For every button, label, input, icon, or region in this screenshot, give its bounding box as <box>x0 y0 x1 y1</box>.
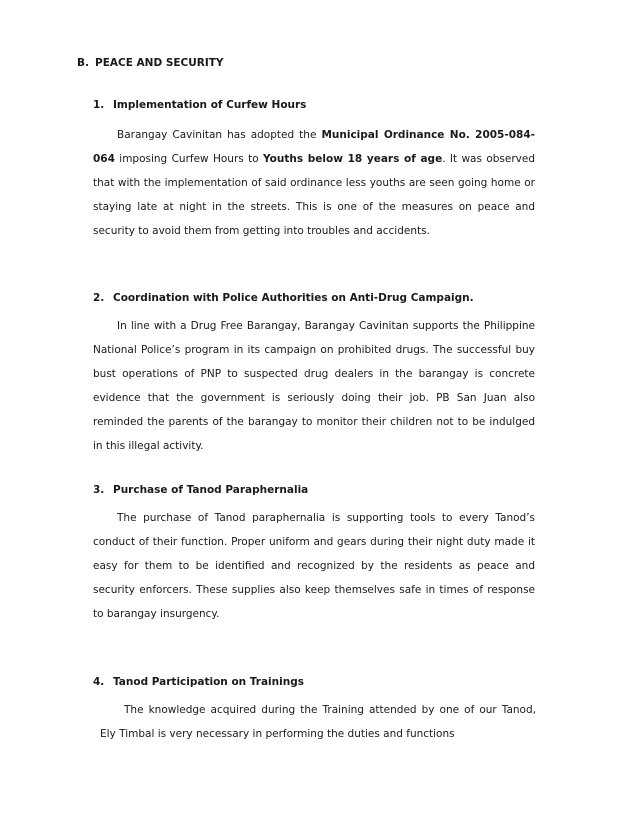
section-heading <box>77 57 224 69</box>
paragraph-paraphernalia: The purchase of Tanod paraphernalia is supporting tools to every Tanod’s conduct of their function. Proper uniform and gears during their night duty made it easy for them to be identified and recognized by the residents as peace and security enforcers. These supplies also keep themselves safe in times of response to barangay insurgency. <box>93 512 535 620</box>
item-heading-paraphernalia <box>93 484 308 496</box>
paragraph-trainings: The knowledge acquired during the Training attended by one of our Tanod, Ely Timbal is very necessary in performing the duties and functions <box>100 704 536 740</box>
item-title: Tanod Participation on Trainings <box>113 676 304 688</box>
item-number: 4. <box>93 676 105 688</box>
item-heading-trainings <box>93 676 304 688</box>
paragraph-curfew <box>93 123 535 243</box>
paragraph-anti-drug: In line with a Drug Free Barangay, Barangay Cavinitan supports the Philippine National Police’s program in its campaign on prohibited drugs. The successful buy bust operations of PNP to suspected drug dealers in the barangay is concrete evidence that the government is seriously doing their job. PB San Juan also reminded the parents of the barangay to monitor their children not to be indulged in this illegal activity. <box>93 320 535 452</box>
ordinance-reference: Municipal Ordinance No. 2005-084-064 <box>93 129 535 165</box>
item-heading-curfew <box>93 99 306 111</box>
paragraph-text: imposing Curfew Hours to <box>114 153 263 165</box>
age-reference: Youths below 18 years of age <box>263 153 443 165</box>
item-number: 3. <box>93 484 105 496</box>
item-number: 1. <box>93 99 105 111</box>
paragraph-text: Barangay Cavinitan has adopted the <box>117 129 322 141</box>
paragraph-text: . It was observed that with the implementation of said ordinance less youths are seen going home or staying late at night in the streets. This is one of the measures on peace and security to avoid them from getting into troubles and accidents. <box>93 153 535 237</box>
item-number: 2. <box>93 292 105 304</box>
item-title: Purchase of Tanod Paraphernalia <box>113 484 309 496</box>
item-heading-anti-drug <box>93 292 474 304</box>
item-title: Coordination with Police Authorities on Anti-Drug Campaign. <box>113 292 474 304</box>
section-letter: B. <box>77 57 89 69</box>
section-title: PEACE AND SECURITY <box>95 57 224 69</box>
item-title: Implementation of Curfew Hours <box>113 99 307 111</box>
